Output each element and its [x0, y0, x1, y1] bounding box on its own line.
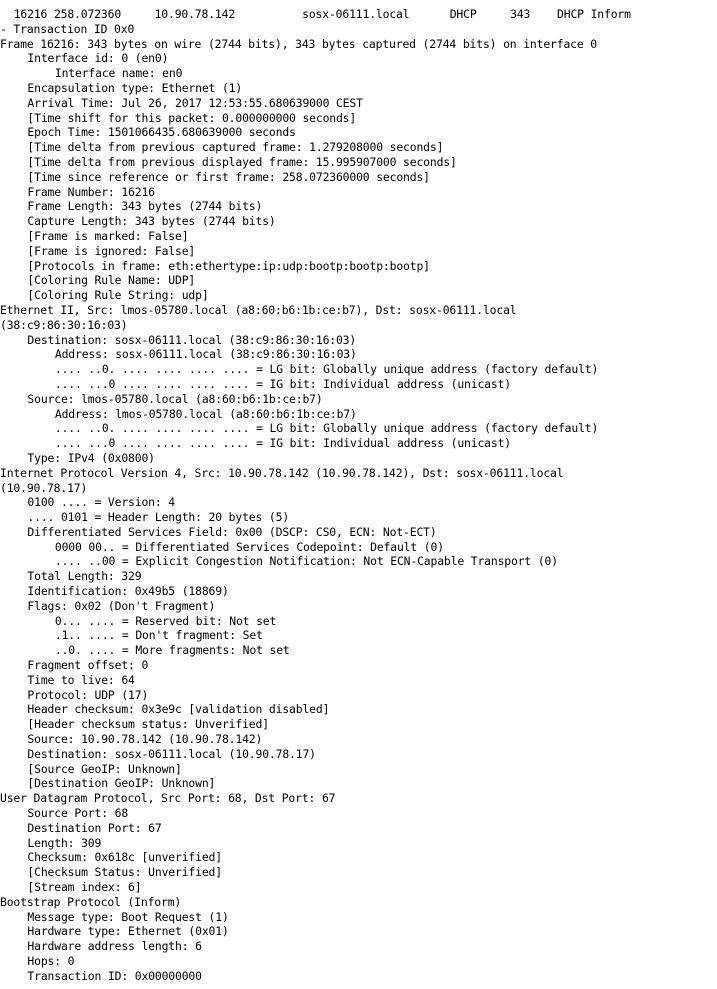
- dissection-line: Destination Port: 67: [27, 820, 162, 835]
- dissection-line: [Stream index: 6]: [27, 880, 142, 895]
- dissection-line: Interface name: en0: [54, 66, 183, 81]
- dissection-line: [Frame is marked: False]: [27, 228, 189, 243]
- dissection-line: 0000 00.. = Differentiated Services Codepoint: Default (0): [54, 539, 444, 554]
- dissection-line: Internet Protocol Version 4, Src: 10.90.78.142 (10.90.78.142), Dst: sosx-06111.local: [0, 465, 564, 480]
- dissection-line: (10.90.78.17): [0, 480, 88, 495]
- dissection-line: - Transaction ID 0x0: [0, 21, 135, 36]
- dissection-line: Destination: sosx-06111.local (10.90.78.17): [27, 746, 316, 761]
- dissection-line: Interface id: 0 (en0): [27, 51, 169, 66]
- dissection-line: Checksum: 0x618c [unverified]: [27, 850, 222, 865]
- packet-dissection-text: [0, 7, 717, 984]
- dissection-line: [Time delta from previous captured frame: 1.279208000 seconds]: [27, 140, 444, 155]
- dissection-line: Hardware type: Ethernet (0x01): [27, 924, 229, 939]
- dissection-line: [Frame is ignored: False]: [27, 243, 196, 258]
- dissection-line: .... 0101 = Header Length: 20 bytes (5): [27, 510, 290, 525]
- dissection-line: Address: sosx-06111.local (38:c9:86:30:16:03): [54, 347, 357, 362]
- dissection-line: [Time since reference or first frame: 258.072360000 seconds]: [27, 169, 430, 184]
- dissection-line: Flags: 0x02 (Don't Fragment): [27, 598, 216, 613]
- dissection-line: Source: lmos-05780.local (a8:60:b6:1b:ce:b7): [27, 391, 323, 406]
- dissection-line: .... ..00 = Explicit Congestion Notification: Not ECN-Capable Transport (0): [54, 554, 558, 569]
- dissection-line: [Time delta from previous displayed frame: 15.995907000 seconds]: [27, 154, 457, 169]
- dissection-line: 0100 .... = Version: 4: [27, 495, 175, 510]
- dissection-line: User Datagram Protocol, Src Port: 68, Dst Port: 67: [0, 791, 336, 806]
- dissection-line: Capture Length: 343 bytes (2744 bits): [27, 214, 276, 229]
- dissection-line: [Checksum Status: Unverified]: [27, 865, 222, 880]
- dissection-line: Transaction ID: 0x00000000: [27, 968, 202, 983]
- dissection-line: Hops: 0: [27, 954, 75, 968]
- dissection-line: Source: 10.90.78.142 (10.90.78.142): [27, 732, 263, 747]
- dissection-line: Differentiated Services Field: 0x00 (DSCP: CS0, ECN: Not-ECT): [27, 524, 437, 539]
- dissection-line: Encapsulation type: Ethernet (1): [27, 80, 243, 95]
- dissection-line: Frame Number: 16216: [27, 184, 155, 199]
- dissection-line: .... ...0 .... .... .... .... = IG bit: Individual address (unicast): [54, 376, 511, 391]
- dissection-line: Identification: 0x49b5 (18869): [27, 584, 229, 599]
- dissection-line: Fragment offset: 0: [27, 658, 149, 673]
- dissection-line: [Time shift for this packet: 0.000000000 seconds]: [27, 110, 357, 125]
- dissection-line: Length: 309: [27, 835, 102, 850]
- dissection-line: [Destination GeoIP: Unknown]: [27, 776, 216, 791]
- dissection-line: Total Length: 329: [27, 569, 142, 584]
- packet-summary-line: 16216 258.072360 10.90.78.142 sosx-06111.local DHCP 343 DHCP Inform: [13, 7, 631, 21]
- dissection-line: [Coloring Rule String: udp]: [27, 288, 209, 303]
- dissection-line: .... ..0. .... .... .... .... = LG bit: Globally unique address (factory default): [54, 362, 599, 377]
- dissection-line: Destination: sosx-06111.local (38:c9:86:30:16:03): [27, 332, 357, 347]
- dissection-line: ..0. .... = More fragments: Not set: [54, 643, 290, 658]
- dissection-line: Type: IPv4 (0x0800): [27, 450, 155, 465]
- dissection-line: Header checksum: 0x3e9c [validation disabled]: [27, 702, 330, 717]
- dissection-line: 0... .... = Reserved bit: Not set: [54, 613, 277, 628]
- dissection-line: Arrival Time: Jul 26, 2017 12:53:55.680639000 CEST: [27, 95, 363, 110]
- dissection-line: Epoch Time: 1501066435.680639000 seconds: [27, 125, 296, 140]
- dissection-line: (38:c9:86:30:16:03): [0, 317, 128, 332]
- dissection-line: Bootstrap Protocol (Inform): [0, 894, 182, 909]
- dissection-line: [Protocols in frame: eth:ethertype:ip:udp:bootp:bootp:bootp]: [27, 258, 430, 273]
- dissection-line: .1.. .... = Don't fragment: Set: [54, 628, 263, 643]
- dissection-line: Message type: Boot Request (1): [27, 909, 229, 924]
- dissection-line: Source Port: 68: [27, 806, 129, 821]
- dissection-line: Frame 16216: 343 bytes on wire (2744 bits), 343 bytes captured (2744 bits) on interface 0: [0, 36, 597, 51]
- dissection-line: [Source GeoIP: Unknown]: [27, 761, 182, 776]
- dissection-line: Hardware address length: 6: [27, 939, 202, 954]
- dissection-line: Address: lmos-05780.local (a8:60:b6:1b:ce:b7): [54, 406, 357, 421]
- dissection-line: Protocol: UDP (17): [27, 687, 149, 702]
- dissection-line: Time to live: 64: [27, 672, 135, 687]
- dissection-line: [Coloring Rule Name: UDP]: [27, 273, 196, 288]
- dissection-line: .... ...0 .... .... .... .... = IG bit: Individual address (unicast): [54, 436, 511, 451]
- dissection-line: Frame Length: 343 bytes (2744 bits): [27, 199, 263, 214]
- dissection-line: .... ..0. .... .... .... .... = LG bit: Globally unique address (factory default): [54, 421, 599, 436]
- dissection-line: [Header checksum status: Unverified]: [27, 717, 269, 732]
- dissection-line: Ethernet II, Src: lmos-05780.local (a8:60:b6:1b:ce:b7), Dst: sosx-06111.local: [0, 302, 517, 317]
